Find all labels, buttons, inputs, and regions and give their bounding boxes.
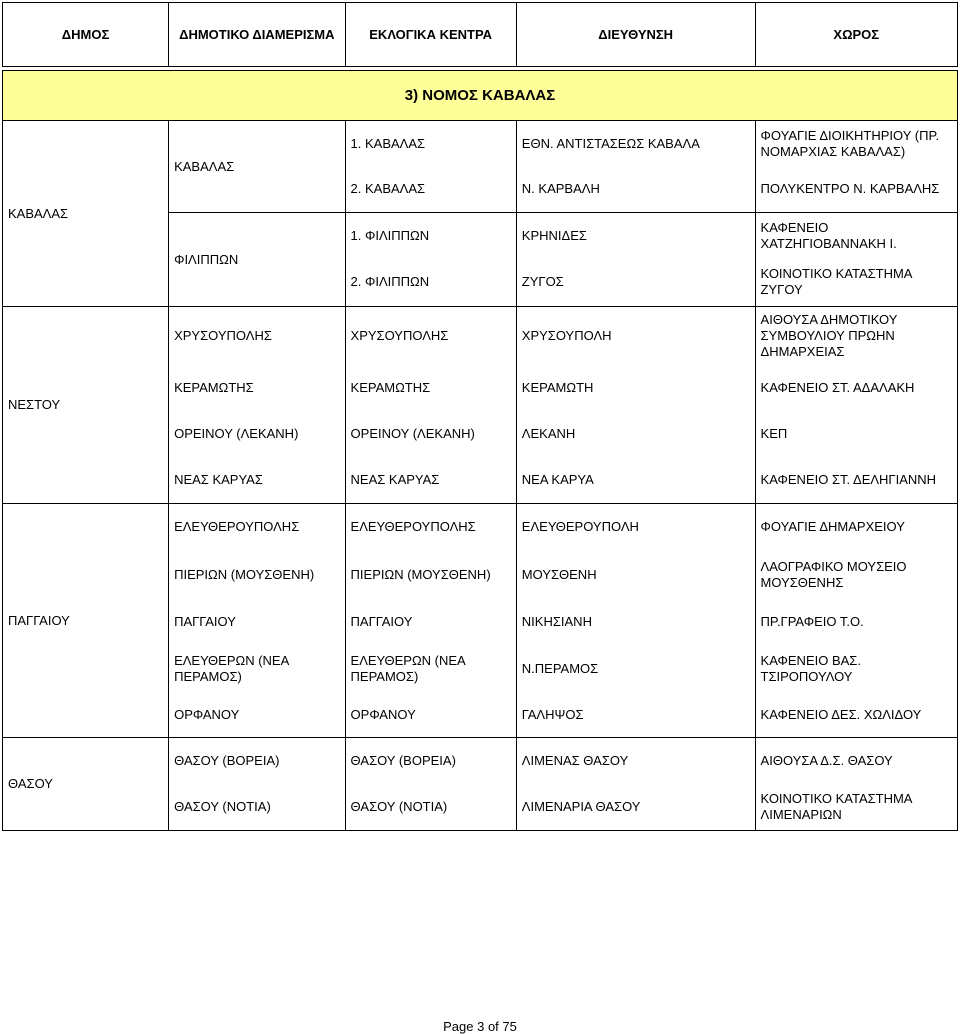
diamerisma-cell: ΟΡΕΙΝΟΥ (ΛΕΚΑΝΗ): [169, 411, 345, 457]
dieythynsi-cell: Ν. ΚΑΡΒΑΛΗ: [516, 167, 755, 213]
diamerisma-cell: ΘΑΣΟΥ (ΝΟΤΙΑ): [169, 784, 345, 831]
xoros-cell: ΦΟΥΑΓΙΕ ΔΗΜΑΡΧΕΙΟΥ: [755, 504, 957, 551]
diamerisma-cell: ΚΑΒΑΛΑΣ: [169, 121, 345, 213]
polling-stations-table: [2, 2, 958, 831]
kentro-cell: ΧΡΥΣΟΥΠΟΛΗΣ: [345, 307, 516, 365]
table-row: [3, 307, 958, 365]
section-title: 3) ΝΟΜΟΣ ΚΑΒΑΛΑΣ: [3, 71, 958, 121]
header-eklogika-kentra: ΕΚΛΟΓΙΚΑ ΚΕΝΤΡΑ: [345, 3, 516, 67]
kentro-cell: ΝΕΑΣ ΚΑΡΥΑΣ: [345, 457, 516, 504]
xoros-cell: ΑΙΘΟΥΣΑ ΔΗΜΟΤΙΚΟΥ ΣΥΜΒΟΥΛΙΟΥ ΠΡΩΗΝ ΔΗΜΑΡΧΕΙΑΣ: [755, 307, 957, 365]
page-footer: Page 3 of 75: [443, 1019, 517, 1034]
dimos-cell: ΘΑΣΟΥ: [3, 738, 169, 831]
header-dimos: ΔΗΜΟΣ: [3, 3, 169, 67]
dieythynsi-cell: ΜΟΥΣΘΕΝΗ: [516, 551, 755, 599]
diamerisma-cell: ΟΡΦΑΝΟΥ: [169, 693, 345, 738]
diamerisma-cell: ΠΙΕΡΙΩΝ (ΜΟΥΣΘΕΝΗ): [169, 551, 345, 599]
kentro-cell: ΠΙΕΡΙΩΝ (ΜΟΥΣΘΕΝΗ): [345, 551, 516, 599]
dimos-cell: ΝΕΣΤΟΥ: [3, 307, 169, 504]
diamerisma-cell: ΦΙΛΙΠΠΩΝ: [169, 213, 345, 307]
dieythynsi-cell: ΚΕΡΑΜΩΤΗ: [516, 365, 755, 411]
diamerisma-cell: ΕΛΕΥΘΕΡΟΥΠΟΛΗΣ: [169, 504, 345, 551]
dieythynsi-cell: ΕΘΝ. ΑΝΤΙΣΤΑΣΕΩΣ ΚΑΒΑΛΑ: [516, 121, 755, 167]
header-diamerisma: ΔΗΜΟΤΙΚΟ ΔΙΑΜΕΡΙΣΜΑ: [169, 3, 345, 67]
xoros-cell: ΦΟΥΑΓΙΕ ΔΙΟΙΚΗΤΗΡΙΟΥ (ΠΡ. ΝΟΜΑΡΧΙΑΣ ΚΑΒΑΛΑΣ): [755, 121, 957, 167]
kentro-cell: 1. ΦΙΛΙΠΠΩΝ: [345, 213, 516, 259]
table-row: [3, 738, 958, 784]
header-dieythynsi: ΔΙΕΥΘΥΝΣΗ: [516, 3, 755, 67]
kentro-cell: ΚΕΡΑΜΩΤΗΣ: [345, 365, 516, 411]
dimos-cell: ΚΑΒΑΛΑΣ: [3, 121, 169, 307]
diamerisma-cell: ΝΕΑΣ ΚΑΡΥΑΣ: [169, 457, 345, 504]
dieythynsi-cell: ΛΕΚΑΝΗ: [516, 411, 755, 457]
kentro-cell: ΘΑΣΟΥ (ΒΟΡΕΙΑ): [345, 738, 516, 784]
xoros-cell: ΚΑΦΕΝΕΙΟ ΣΤ. ΑΔΑΛΑΚΗ: [755, 365, 957, 411]
header-row: [3, 3, 958, 67]
kentro-cell: ΕΛΕΥΘΕΡΟΥΠΟΛΗΣ: [345, 504, 516, 551]
section-title-row: [3, 71, 958, 121]
header-xoros: ΧΩΡΟΣ: [755, 3, 957, 67]
kentro-cell: ΘΑΣΟΥ (ΝΟΤΙΑ): [345, 784, 516, 831]
table-row: [3, 504, 958, 551]
kentro-cell: ΟΡΦΑΝΟΥ: [345, 693, 516, 738]
xoros-cell: ΚΟΙΝΟΤΙΚΟ ΚΑΤΑΣΤΗΜΑ ΛΙΜΕΝΑΡΙΩΝ: [755, 784, 957, 831]
xoros-cell: ΠΡ.ΓΡΑΦΕΙΟ Τ.Ο.: [755, 599, 957, 645]
dieythynsi-cell: ΝΕΑ ΚΑΡΥΑ: [516, 457, 755, 504]
diamerisma-cell: ΚΕΡΑΜΩΤΗΣ: [169, 365, 345, 411]
table-row: [3, 121, 958, 167]
kentro-cell: 1. ΚΑΒΑΛΑΣ: [345, 121, 516, 167]
xoros-cell: ΚΑΦΕΝΕΙΟ ΧΑΤΖΗΓΙΟΒΑΝΝΑΚΗ Ι.: [755, 213, 957, 259]
xoros-cell: ΚΑΦΕΝΕΙΟ ΔΕΣ. ΧΩΛΙΔΟΥ: [755, 693, 957, 738]
dieythynsi-cell: ΧΡΥΣΟΥΠΟΛΗ: [516, 307, 755, 365]
dieythynsi-cell: ΛΙΜΕΝΑΡΙΑ ΘΑΣΟΥ: [516, 784, 755, 831]
xoros-cell: ΚΑΦΕΝΕΙΟ ΣΤ. ΔΕΛΗΓΙΑΝΝΗ: [755, 457, 957, 504]
diamerisma-cell: ΕΛΕΥΘΕΡΩΝ (ΝΕΑ ΠΕΡΑΜΟΣ): [169, 645, 345, 693]
kentro-cell: 2. ΚΑΒΑΛΑΣ: [345, 167, 516, 213]
diamerisma-cell: ΘΑΣΟΥ (ΒΟΡΕΙΑ): [169, 738, 345, 784]
diamerisma-cell: ΧΡΥΣΟΥΠΟΛΗΣ: [169, 307, 345, 365]
xoros-cell: ΚΑΦΕΝΕΙΟ ΒΑΣ. ΤΣΙΡΟΠΟΥΛΟΥ: [755, 645, 957, 693]
xoros-cell: ΠΟΛΥΚΕΝΤΡΟ Ν. ΚΑΡΒΑΛΗΣ: [755, 167, 957, 213]
kentro-cell: ΟΡΕΙΝΟΥ (ΛΕΚΑΝΗ): [345, 411, 516, 457]
dieythynsi-cell: Ν.ΠΕΡΑΜΟΣ: [516, 645, 755, 693]
dieythynsi-cell: ΛΙΜΕΝΑΣ ΘΑΣΟΥ: [516, 738, 755, 784]
kentro-cell: ΠΑΓΓΑΙΟΥ: [345, 599, 516, 645]
dieythynsi-cell: ΝΙΚΗΣΙΑΝΗ: [516, 599, 755, 645]
dieythynsi-cell: ΓΑΛΗΨΟΣ: [516, 693, 755, 738]
dimos-cell: ΠΑΓΓΑΙΟΥ: [3, 504, 169, 738]
xoros-cell: ΚΟΙΝΟΤΙΚΟ ΚΑΤΑΣΤΗΜΑ ΖΥΓΟΥ: [755, 259, 957, 307]
dieythynsi-cell: ΚΡΗΝΙΔΕΣ: [516, 213, 755, 259]
xoros-cell: ΑΙΘΟΥΣΑ Δ.Σ. ΘΑΣΟΥ: [755, 738, 957, 784]
dieythynsi-cell: ΕΛΕΥΘΕΡΟΥΠΟΛΗ: [516, 504, 755, 551]
xoros-cell: ΛΑΟΓΡΑΦΙΚΟ ΜΟΥΣΕΙΟ ΜΟΥΣΘΕΝΗΣ: [755, 551, 957, 599]
dieythynsi-cell: ΖΥΓΟΣ: [516, 259, 755, 307]
kentro-cell: 2. ΦΙΛΙΠΠΩΝ: [345, 259, 516, 307]
kentro-cell: ΕΛΕΥΘΕΡΩΝ (ΝΕΑ ΠΕΡΑΜΟΣ): [345, 645, 516, 693]
xoros-cell: ΚΕΠ: [755, 411, 957, 457]
diamerisma-cell: ΠΑΓΓΑΙΟΥ: [169, 599, 345, 645]
